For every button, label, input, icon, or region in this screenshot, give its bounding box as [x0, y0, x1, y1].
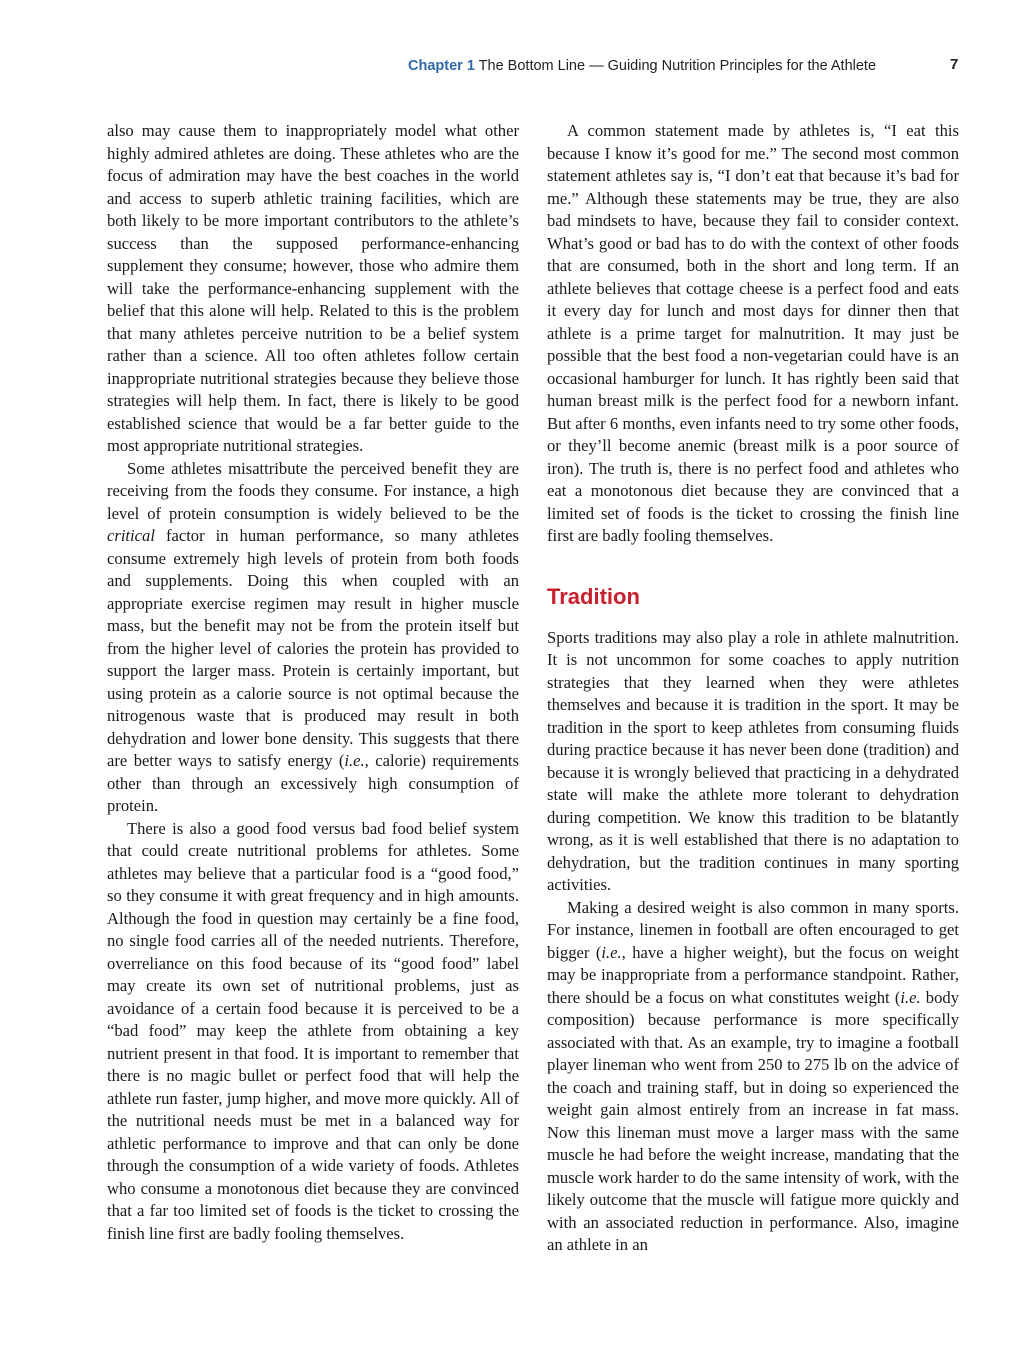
paragraph-text: , have a higher weight), but the focus on weight may be inappropriate from a performance standpoint. Rather, there should be a focus on what constitutes weight ( [547, 942, 959, 1007]
running-head [408, 58, 898, 74]
left-column [107, 120, 519, 1245]
section-heading: Tradition [547, 583, 640, 609]
paragraph: There is also a good food versus bad food belief system that could create nutritional problems for athletes. Some athletes may believe that a particular food is a “good food,” so they consume it with great frequency and in high amounts. Although the food in question may certainly be a fine food, no single food carries all of the needed nutrients. Therefore, overreliance on this food because of its “good food” label may create its own set of nutritional problems, just as avoidance of a certain food because it is perceived to be a “bad food” may keep the athlete from obtaining a key nutrient present in that food. It is important to remember that there is no magic bullet or perfect food that will help the athlete run faster, jump higher, and move more quickly. All of the nutritional needs must be met in a balanced way for athletic performance to improve and that can only be done through the consumption of a wide variety of foods. Athletes who consume a monotonous diet because they are convinced that a far too limited set of foods is the ticket to crossing the finish line first are badly fooling themselves. [107, 818, 519, 1243]
paragraph: also may cause them to inappropriately model what other highly admired athletes are doing. These athletes who are the focus of admiration may have the best coaches in the world and access to superb athletic training facilities, which are both likely to be more important contributors to the athlete’s success than the supposed performance-enhancing supplement they consume; however, those who admire them will take the performance-enhancing supplement with the belief that this alone will help. Related to this is the problem that many athletes perceive nutrition to be a belief system rather than a science. All too often athletes follow certain inappropriate nutritional strategies because they believe those strategies will help them. In fact, there is likely to be good established science that would be a far better guide to the most appropriate nutritional strategies. [107, 121, 519, 455]
chapter-label: Chapter 1 [408, 58, 475, 74]
paragraph-text: , calorie) requirements other than through an excessively high consumption of protein. [107, 751, 519, 815]
paragraph-text: body composition) because performance is more specifically associated with that. As an example, try to imagine a football player lineman who went from 250 to 275 lb on the advice of the coach and training staff, but in doing so experienced the weight gain almost entirely from an increase in fat mass. Now this lineman must move a larger mass with the same muscle he had before the weight increase, mandating that the muscle work harder to do the same intensity of work, with the likely outcome that the muscle will fatigue more quickly and with an associated reduction in performance. Also, imagine an athlete in an [547, 987, 959, 1254]
page-number: 7 [950, 56, 959, 73]
paragraph [547, 897, 959, 1257]
paragraph-text: Making a desired weight is also common in many sports. For instance, linemen in football are often encouraged to get bigger ( [547, 897, 959, 962]
emphasis-text: critical [107, 526, 155, 545]
emphasis-text: i.e. [601, 942, 622, 962]
right-column [547, 120, 959, 1257]
chapter-title: The Bottom Line — Guiding Nutrition Principles for the Athlete [478, 58, 877, 74]
emphasis-text: i.e. [344, 751, 365, 770]
paragraph-text: Some athletes misattribute the perceived benefit they are receiving from the foods they consume. For instance, a high level of protein consumption is widely believed to be the [107, 458, 519, 523]
paragraph: A common statement made by athletes is, “I eat this because I know it’s good for me.” The second most common statement athletes say is, “I don’t eat that because it’s bad for me.” Although these statements may be true, they are also bad mindsets to have, because they fail to consider context. What’s good or bad has to do with the context of other foods that are consumed, both in the short and long term. If an athlete believes that cottage cheese is a perfect food and eats it every day for lunch and most days for dinner then that athlete is a prime target for malnutrition. It may just be possible that the best food a non-vegetarian could have is an occasional hamburger for lunch. It has rightly been said that human breast milk is the perfect food for a newborn infant. But after 6 months, even infants need to try some other foods, or they’ll become anemic (breast milk is a poor source of iron). The truth is, there is no perfect food and athletes who eat a monotonous diet because they are convinced that a limited set of foods is the ticket to crossing the finish line first are badly fooling themselves. [547, 121, 959, 545]
emphasis-text: i.e. [900, 987, 921, 1007]
paragraph [107, 458, 519, 818]
paragraph-text: factor in human performance, so many athletes consume extremely high levels of protein from both foods and supplements. Doing this when coupled with an appropriate exercise regimen may result in higher muscle mass, but the benefit may not be from the protein itself but from the higher level of calories the protein has provided to support the larger mass. Protein is certainly important, but using protein as a calorie source is not optimal because the nitrogenous waste that is produced may result in both dehydration and lower bone density. This suggests that there are better ways to satisfy energy ( [107, 526, 519, 770]
paragraph: Sports traditions may also play a role in athlete malnutrition. It is not uncommon for some coaches to apply nutrition strategies that they learned when they were athletes themselves and because it is tradition in the sport. It may be tradition in the sport to keep athletes from consuming fluids during practice because it has never been done (tradition) and because it is wrongly believed that practicing in a dehydrated state will make the athlete more tolerant to dehydration during competition. We know this tradition to be blatantly wrong, as it is well established that there is no adaptation to dehydration, but the tradition continues in many sporting activities. [547, 627, 959, 894]
